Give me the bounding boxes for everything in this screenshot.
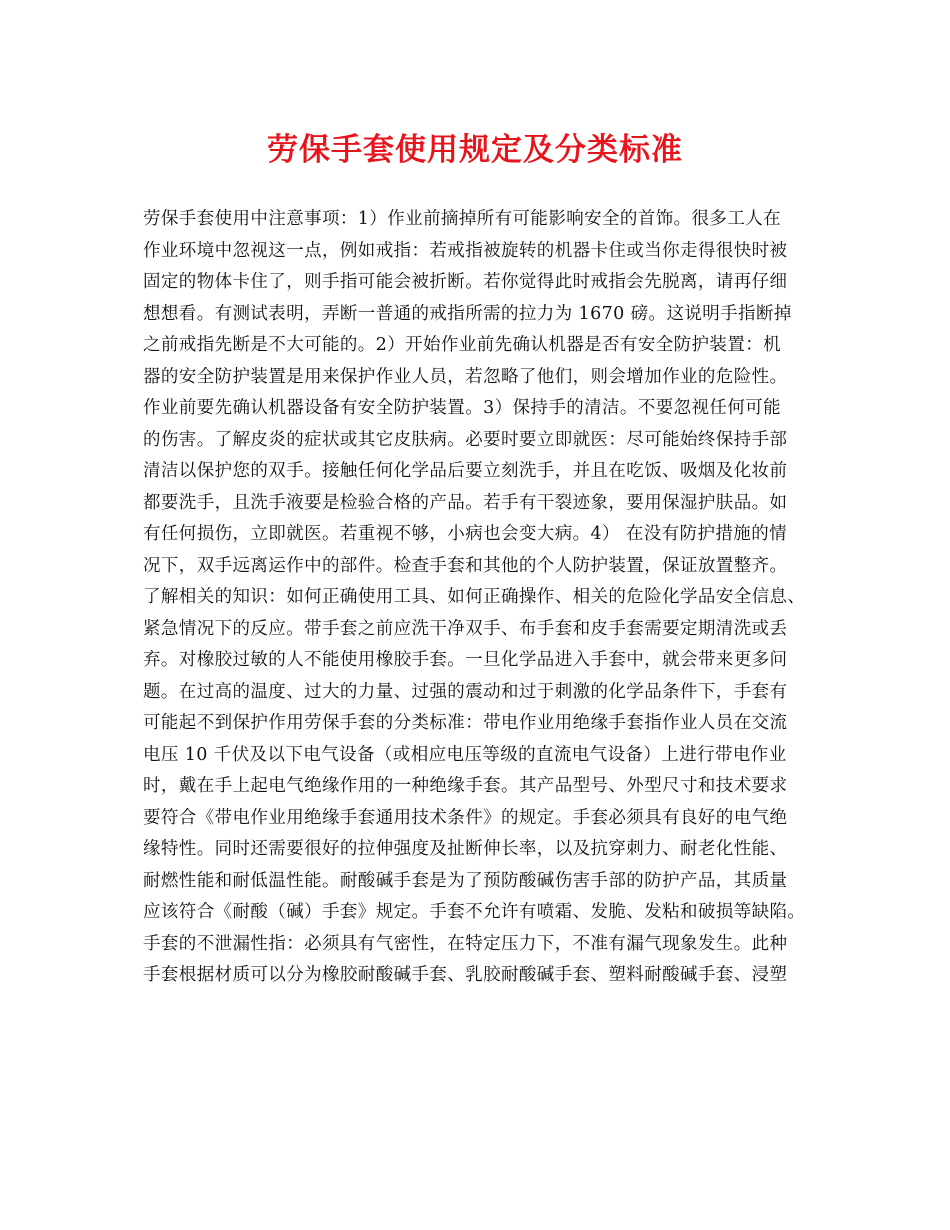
body-line: 器的安全防护装置是用来保护作业人员，若忽略了他们，则会增加作业的危险性。: [143, 366, 788, 387]
body-line: 缘特性。同时还需要很好的拉伸强度及扯断伸长率，以及抗穿刺力、耐老化性能、: [143, 839, 788, 859]
body-line: 想想看。有测试表明，弄断一普通的戒指所需的拉力为 1670 磅。这说明手指断掉: [143, 303, 792, 324]
body-line: 作业环境中忽视这一点，例如戒指：若戒指被旋转的机器卡住或当你走得很快时被: [143, 240, 788, 261]
body-line: 可能起不到保护作用劳保手套的分类标准：带电作业用绝缘手套指作业人员在交流: [143, 713, 788, 733]
body-line: 紧急情况下的反应。带手套之前应洗干净双手、布手套和皮手套需要定期清洗或丢: [143, 618, 788, 639]
body-line: 电压 10 千伏及以下电气设备（或相应电压等级的直流电气设备）上进行带电作业: [143, 744, 787, 765]
body-line: 时，戴在手上起电气绝缘作用的一种绝缘手套。其产品型号、外型尺寸和技术要求: [143, 776, 788, 796]
body-line: 手套根据材质可以分为橡胶耐酸碱手套、乳胶耐酸碱手套、塑料耐酸碱手套、浸塑: [143, 965, 788, 985]
body-line: 题。在过高的温度、过大的力量、过强的震动和过于刺激的化学品条件下，手套有: [143, 681, 788, 702]
body-line: 清洁以保护您的双手。接触任何化学品后要立刻洗手，并且在吃饭、吸烟及化妆前: [143, 461, 788, 481]
body-line: 手套的不泄漏性指：必须具有气密性，在特定压力下，不准有漏气现象发生。此种: [143, 933, 788, 954]
body-line: 耐燃性能和耐低温性能。耐酸碱手套是为了预防酸碱伤害手部的防护产品，其质量: [143, 870, 788, 891]
body-line: 了解相关的知识：如何正确使用工具、如何正确操作、相关的危险化学品安全信息、: [143, 587, 806, 607]
body-line: 之前戒指先断是不大可能的。2）开始作业前先确认机器是否有安全防护装置：机: [143, 335, 782, 355]
body-line: 要符合《带电作业用绝缘手套通用技术条件》的规定。手套必须具有良好的电气绝: [143, 807, 788, 828]
body-line: 应该符合《耐酸（碱）手套》规定。手套不允许有喷霜、发脆、发粘和破损等缺陷。: [143, 902, 806, 922]
body-line: 都要洗手，且洗手液要是检验合格的产品。若手有干裂迹象，要用保湿护肤品。如: [143, 492, 788, 513]
body-line: 的伤害。了解皮炎的症状或其它皮肤病。必要时要立即就医：尽可能始终保持手部: [143, 429, 788, 450]
body-text: [143, 204, 843, 992]
body-line: 弃。对橡胶过敏的人不能使用橡胶手套。一旦化学品进入手套中，就会带来更多问: [143, 650, 788, 670]
body-line: 固定的物体卡住了，则手指可能会被折断。若你觉得此时戒指会先脱离，请再仔细: [143, 272, 788, 292]
body-line: 作业前要先确认机器设备有安全防护装置。3）保持手的清洁。不要忽视任何可能: [143, 398, 782, 418]
page-title: 劳保手套使用规定及分类标准: [267, 132, 683, 168]
body-line: 况下，双手远离运作中的部件。检查手套和其他的个人防护装置，保证放置整齐。: [143, 555, 788, 576]
body-line: 有任何损伤，立即就医。若重视不够，小病也会变大病。4） 在没有防护措施的情: [143, 524, 787, 544]
body-line: 劳保手套使用中注意事项：1）作业前摘掉所有可能影响安全的首饰。很多工人在: [143, 209, 782, 229]
